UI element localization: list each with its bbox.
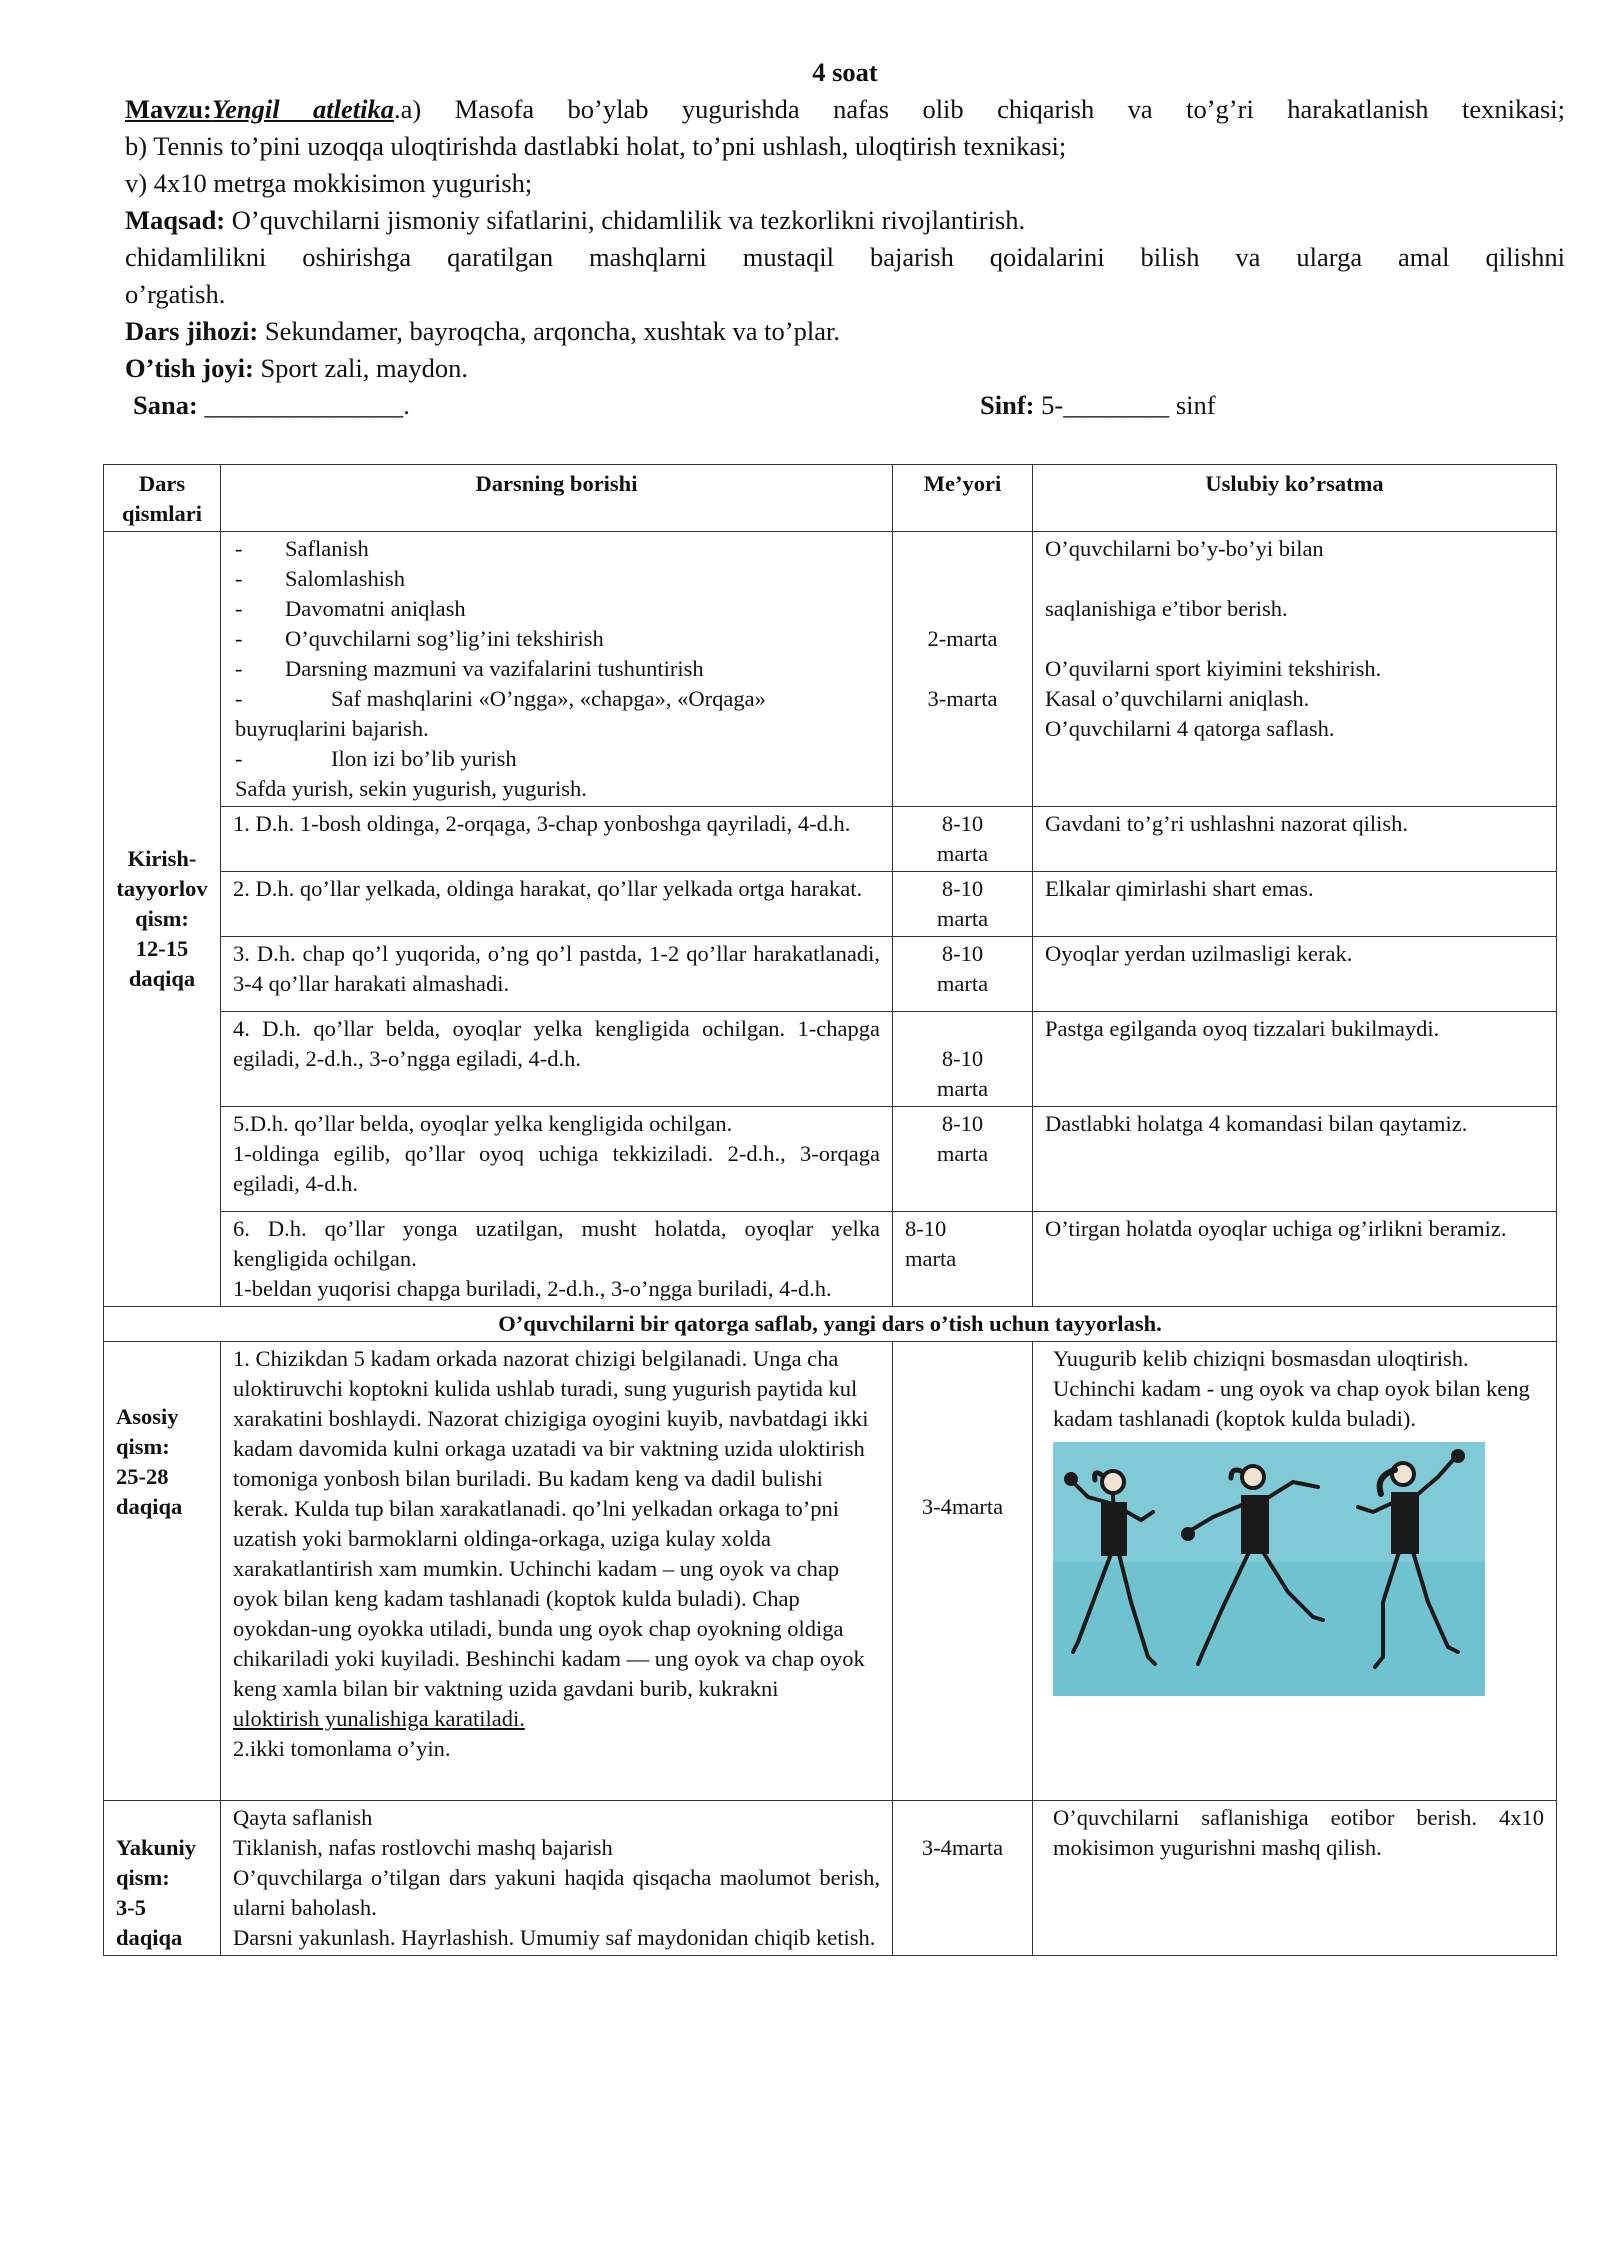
class-label: Sinf: — [980, 390, 1035, 420]
exercise-guide: Pastga egilganda oyoq tizzalari bukilmaydi. — [1033, 1012, 1557, 1107]
main-norm-cell — [893, 1342, 1033, 1801]
topic-line-3: v) 4x10 metrga mokkisimon yugurish; — [125, 168, 533, 198]
exercise-text: 2. D.h. qo’llar yelkada, oldinga harakat, qo’llar yelkada ortga harakat. — [221, 872, 893, 937]
table-row — [104, 1342, 1557, 1801]
lesson-table — [103, 464, 1557, 1956]
exercise-norm: 8-10 marta — [893, 937, 1033, 1012]
part-label-line: tayyorlov — [116, 876, 208, 901]
exercise-norm: 8-10 marta — [893, 1107, 1033, 1212]
list-item: - Darsning mazmuni va vazifalarini tushuntirish — [235, 656, 704, 681]
transition-row — [104, 1307, 1557, 1342]
equipment-label: Dars jihozi: — [125, 316, 259, 346]
guide-text: saqlanishiga e’tibor berish. — [1045, 596, 1288, 621]
norm-value: 3-marta — [927, 686, 998, 711]
table-row — [104, 872, 1557, 937]
topic-line-2: b) Tennis to’pini uzoqqa uloqtirishda dastlabki holat, to’pni ushlash, uloqtirish texnikasi; — [125, 131, 1067, 161]
lesson-header — [125, 54, 1565, 424]
exercise-norm: 8-10 marta — [893, 807, 1033, 872]
final-part-label — [104, 1801, 221, 1956]
main-part-label — [104, 1342, 221, 1801]
exercise-norm: 8-10 marta — [893, 872, 1033, 937]
exercise-guide: Elkalar qimirlashi shart emas. — [1033, 872, 1557, 937]
list-item: - Saflanish — [235, 536, 369, 561]
exercise-text: 4. D.h. qo’llar belda, oyoqlar yelka kengligida ochilgan. 1-chapga egiladi, 2-d.h., 3-o’ngga egiladi, 4-d.h. — [221, 1012, 893, 1107]
main-game-text: 2.ikki tomonlama o’yin. — [233, 1736, 451, 1761]
part-label-line: 25-28 — [116, 1464, 169, 1489]
final-text: O’quvchilarga o’tilgan dars yakuni haqida qisqacha maolumot berish, ularni baholash. — [233, 1865, 880, 1920]
topic-name: Yengil atletika — [211, 94, 394, 124]
norm-value: 2-marta — [927, 626, 998, 651]
part-label-line: daqiqa — [116, 1925, 183, 1950]
exercise-text: 3. D.h. chap qo’l yuqorida, o’ng qo’l pastda, 1-2 qo’llar harakatlanadi, 3-4 qo’llar harakati almashadi. — [221, 937, 893, 1012]
table-row — [104, 1012, 1557, 1107]
header-guide: Uslubiy ko’rsatma — [1033, 465, 1557, 532]
table-header-row — [104, 465, 1557, 532]
part-label-line: qism: — [116, 1434, 170, 1459]
throwing-technique-illustration — [1053, 1442, 1485, 1696]
list-item: - O’quvchilarni sog’lig’ini tekshirish — [235, 626, 604, 651]
table-row — [104, 1801, 1557, 1956]
date-field — [133, 387, 410, 424]
norm-value: 3-4marta — [921, 1494, 1004, 1519]
place-line — [125, 350, 1565, 387]
main-content-cell — [221, 1342, 893, 1801]
org-guide-cell — [1033, 532, 1557, 807]
list-item: - Saf mashqlarini «O’ngga», «chapga», «Orqaga» — [235, 686, 766, 711]
final-text: Qayta saflanish — [233, 1805, 373, 1830]
intro-part-label — [104, 532, 221, 1307]
date-class-row — [125, 387, 1565, 424]
table-row — [104, 532, 1557, 807]
exercise-text: 1. D.h. 1-bosh oldinga, 2-orqaga, 3-chap yonboshga qayriladi, 4-d.h. — [221, 807, 893, 872]
part-label-line: 3-5 — [116, 1895, 146, 1920]
header-progress: Darsning borishi — [221, 465, 893, 532]
guide-text: O’quvilarni sport kiyimini tekshirish. — [1045, 656, 1382, 681]
list-item: Safda yurish, sekin yugurish, yugurish. — [235, 776, 587, 801]
norm-value: 3-4marta — [921, 1835, 1004, 1860]
table-row — [104, 1107, 1557, 1212]
org-items-cell — [221, 532, 893, 807]
place-label: O’tish joyi: — [125, 353, 254, 383]
part-label-line: qism: — [135, 906, 189, 931]
header-parts: Dars qismlari — [104, 465, 221, 532]
topic-text: .a) Masofa bo’ylab yugurishda nafas olib chiqarish va to’g’ri harakatlanish texnikasi; — [393, 94, 1565, 124]
goal-line-2: chidamlilikni oshirishga qaratilgan mashqlarni mustaqil bajarish qoidalarini bilish va ularga amal qilishni — [125, 242, 1565, 272]
part-label-line: qism: — [116, 1865, 170, 1890]
part-label-line: Asosiy — [116, 1404, 179, 1429]
exercise-guide: Dastlabki holatga 4 komandasi bilan qaytamiz. — [1033, 1107, 1557, 1212]
topic-label: Mavzu: — [125, 94, 212, 124]
goal-line-3: o’rgatish. — [125, 279, 226, 309]
goal-label: Maqsad: — [125, 205, 226, 235]
guide-text: O’quvchilarni 4 qatorga saflash. — [1045, 716, 1335, 741]
part-label-line: 12-15 — [135, 936, 189, 961]
list-item: - Ilon izi bo’lib yurish — [235, 746, 517, 771]
lesson-hours: 4 soat — [812, 57, 878, 87]
final-content-cell — [221, 1801, 893, 1956]
final-text: Tiklanish, nafas rostlovchi mashq bajarish — [233, 1835, 613, 1860]
goal-text: O’quvchilarni jismoniy sifatlarini, chidamlilik va tezkorlikni rivojlantirish. — [225, 205, 1026, 235]
table-row — [104, 937, 1557, 1012]
guide-text: O’quvchilarni bo’y-bo’yi bilan — [1045, 536, 1324, 561]
date-blank: _______________. — [197, 390, 410, 420]
guide-text: Kasal o’quvchilarni aniqlash. — [1045, 686, 1310, 711]
exercise-text: 5.D.h. qo’llar belda, oyoqlar yelka kengligida ochilgan. 1-oldinga egilib, qo’llar oyoq uchiga tekkiziladi. 2-d.h., 3-orqaga egiladi, 4-d.h. — [221, 1107, 893, 1212]
main-guide-cell — [1033, 1342, 1557, 1801]
part-label-line: Kirish- — [127, 846, 197, 871]
exercise-guide: O’tirgan holatda oyoqlar uchiga og’irlikni beramiz. — [1033, 1212, 1557, 1307]
exercise-guide: Oyoqlar yerdan uzilmasligi kerak. — [1033, 937, 1557, 1012]
org-norm-cell — [893, 532, 1033, 807]
part-label-line: daqiqa — [128, 966, 196, 991]
table-row — [104, 807, 1557, 872]
main-guide-text: Yuugurib kelib chiziqni bosmasdan uloqtirish. Uchinchi kadam - ung oyok va chap oyok bilan keng kadam tashlanadi (koptok kulda buladi). — [1053, 1346, 1530, 1431]
exercise-norm: 8-10 marta — [893, 1012, 1033, 1107]
class-field — [980, 387, 1216, 424]
transition-text: O’quvchilarni bir qatorga saflab, yangi dars o’tish uchun tayyorlash. — [104, 1307, 1557, 1342]
topic-line — [125, 91, 1565, 128]
equipment-line — [125, 313, 1565, 350]
date-label: Sana: — [133, 390, 198, 420]
list-item-cont: buyruqlarini bajarish. — [235, 716, 429, 741]
exercise-norm: 8-10 marta — [893, 1212, 1033, 1307]
exercise-text: 6. D.h. qo’llar yonga uzatilgan, musht holatda, oyoqlar yelka kengligida ochilgan. 1-beldan yuqorisi chapga buriladi, 2-d.h., 3-o’ngga buriladi, 4-d.h. — [221, 1212, 893, 1307]
list-item: - Salomlashish — [235, 566, 406, 591]
part-label-line: daqiqa — [116, 1494, 183, 1519]
main-text-underlined: uloktirish yunalishiga karatiladi. — [233, 1706, 525, 1731]
list-item: - Davomatni aniqlash — [235, 596, 466, 621]
final-guide-cell: O’quvchilarni saflanishiga eotibor berish. 4x10 mokisimon yugurishni mashq qilish. — [1033, 1801, 1557, 1956]
equipment-text: Sekundamer, bayroqcha, arqoncha, xushtak va to’plar. — [258, 316, 840, 346]
class-text: 5-________ sinf — [1034, 390, 1216, 420]
part-label-line: Yakuniy — [116, 1835, 197, 1860]
final-text: Darsni yakunlash. Hayrlashish. Umumiy saf maydonidan chiqib ketish. — [233, 1925, 876, 1950]
exercise-guide: Gavdani to’g’ri ushlashni nazorat qilish. — [1033, 807, 1557, 872]
table-row — [104, 1212, 1557, 1307]
header-norm: Me’yori — [893, 465, 1033, 532]
final-norm-cell — [893, 1801, 1033, 1956]
goal-line — [125, 202, 1565, 239]
place-text: Sport zali, maydon. — [253, 353, 468, 383]
main-text: 1. Chizikdan 5 kadam orkada nazorat chizigi belgilanadi. Unga cha uloktiruvchi koptokni kulida ushlab turadi, sung yugurish paytida kul xarakatini boshlaydi. Nazorat chizigiga oyogini kuyib, navbatdagi ikki kadam davomida kulni orkaga uzatadi va bir vaktning uzida uloktirish tomoniga yonbosh bilan buriladi. Bu kadam keng va dadil bulishi kerak. Kulda tup bilan xarakatlanadi. qo’lni yelkadan orkaga to’pni uzatish yoki barmoklarni oldinga-orkaga, uziga kulay xolda xarakatlantirish xam mumkin. Uchinchi kadam – ung oyok va chap oyok bilan keng kadam tashlanadi (koptok kulda buladi). Chap oyokdan-ung oyokka utiladi, bunda ung oyok chap oyokning oldiga chikariladi yoki kuyiladi. Beshinchi kadam — ung oyok va chap oyok keng xamla bilan bir vaktning uzida gavdani burib, kukrakni — [233, 1346, 869, 1701]
